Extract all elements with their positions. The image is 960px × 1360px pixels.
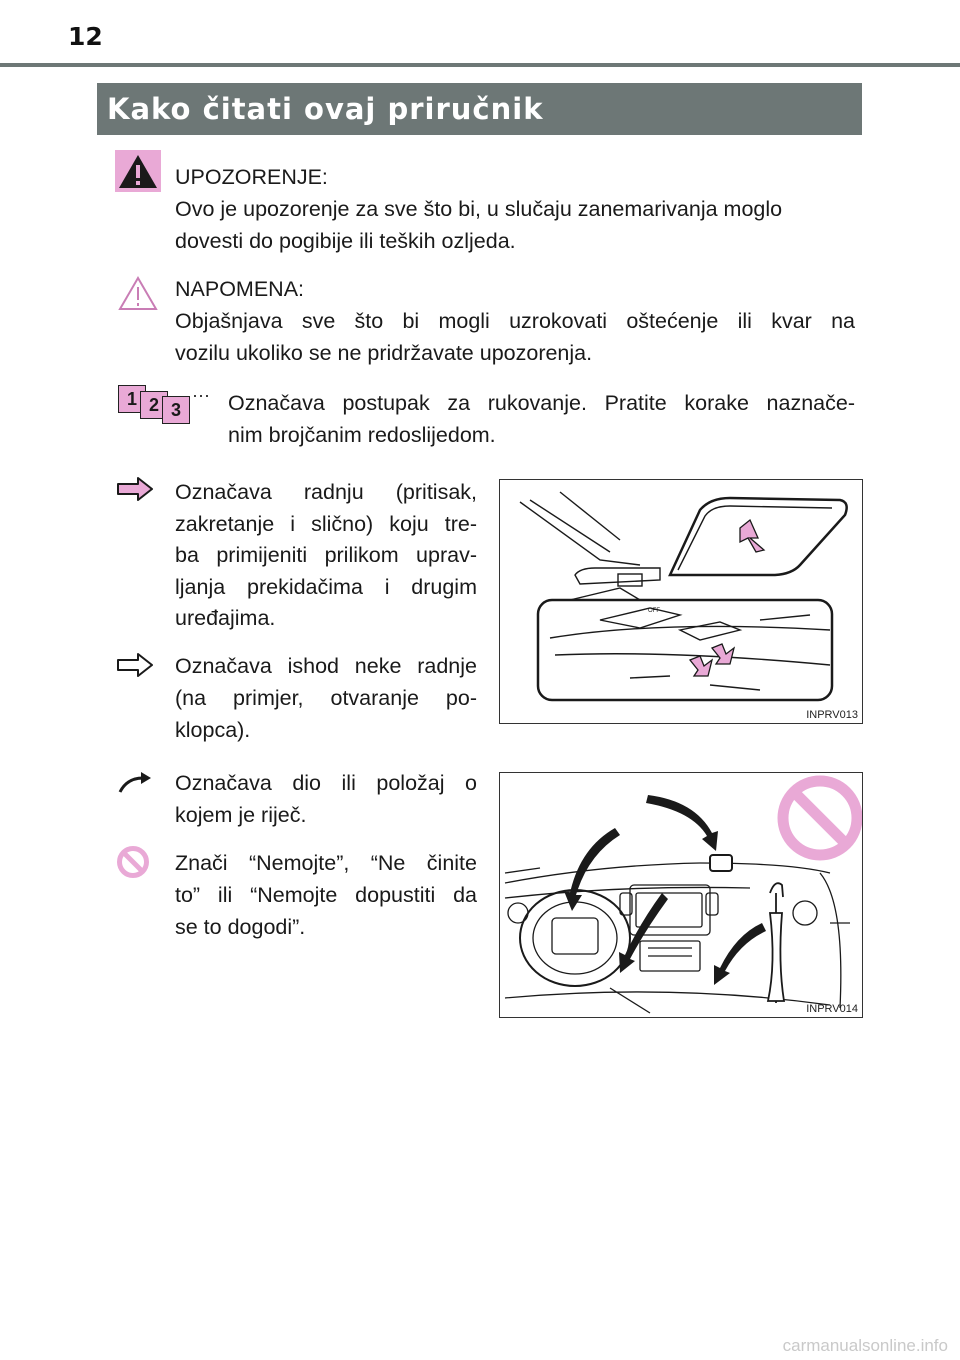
action-text-line: Označava radnju (pritisak,	[175, 480, 477, 504]
step-number-badge: 3	[162, 396, 190, 424]
page-number: 12	[68, 22, 103, 51]
section-title-bar	[97, 83, 862, 135]
notice-text-line: Objašnjava sve što bi mogli uzrokovati oštećenje ili kvar na	[175, 309, 855, 333]
location-block	[175, 767, 477, 831]
sunroof-switch-figure	[499, 479, 863, 724]
action-text-line: zakretanje i slično) koju tre-	[175, 511, 477, 536]
location-text-line: kojem je riječ.	[175, 803, 307, 827]
prohibition-text-line: se to dogodi”.	[175, 915, 306, 939]
result-text-line: Označava ishod neke radnje	[175, 654, 477, 678]
numbered-steps-icon	[118, 385, 218, 423]
steps-text-line: Označava postupak za rukovanje. Pratite korake naznače-	[228, 391, 855, 415]
notice-label: NAPOMENA:	[175, 277, 305, 301]
dashboard-illustration	[500, 773, 862, 1017]
action-text-line: uređajima.	[175, 606, 276, 630]
sunroof-switch-illustration	[500, 480, 862, 723]
notice-text-line: vozilu ukoliko se ne pridržavate upozorenja.	[175, 341, 593, 365]
steps-ellipsis: ···	[192, 385, 210, 405]
result-block	[175, 650, 477, 746]
prohibition-block	[175, 847, 477, 943]
top-rule	[0, 63, 960, 67]
action-block	[175, 477, 477, 635]
filled-arrow-icon	[116, 476, 154, 502]
warning-text-line: dovesti do pogibije ili teških ozljeda.	[175, 229, 516, 253]
figure-code: INPRV013	[806, 709, 858, 721]
curved-pointer-arrow-icon	[117, 770, 153, 796]
warning-block	[175, 161, 855, 257]
prohibition-icon	[116, 845, 150, 879]
svg-text:OFF: OFF	[648, 608, 660, 614]
outline-arrow-icon	[116, 652, 154, 678]
steps-text-line: nim brojčanim redoslijedom.	[228, 423, 496, 447]
step-number-badge: 1	[118, 385, 146, 413]
action-text-line: ljanja prekidačima i drugim	[175, 574, 477, 599]
dashboard-figure	[499, 772, 863, 1018]
step-number-badge: 2	[140, 391, 168, 419]
warning-text-line: Ovo je upozorenje za sve što bi, u slučaju zanemarivanja moglo	[175, 197, 783, 221]
prohibition-text-line: to” ili “Nemojte dopustiti da	[175, 883, 477, 907]
warning-triangle-icon	[115, 150, 161, 192]
section-title: Kako čitati ovaj priručnik	[107, 92, 544, 126]
notice-block	[175, 273, 855, 369]
result-text-line: klopca).	[175, 718, 251, 742]
prohibition-text-line: Znači “Nemojte”, “Ne činite	[175, 851, 477, 875]
steps-block	[228, 387, 855, 451]
warning-label: UPOZORENJE:	[175, 165, 328, 189]
watermark-footer: carmanualsonline.info	[782, 1336, 948, 1355]
figure-code: INPRV014	[806, 1003, 858, 1015]
notice-triangle-outline-icon	[115, 272, 161, 314]
action-text-line: ba primijeniti prilikom uprav-	[175, 543, 477, 567]
result-text-line: (na primjer, otvaranje po-	[175, 686, 477, 710]
location-text-line: Označava dio ili položaj o	[175, 771, 477, 795]
